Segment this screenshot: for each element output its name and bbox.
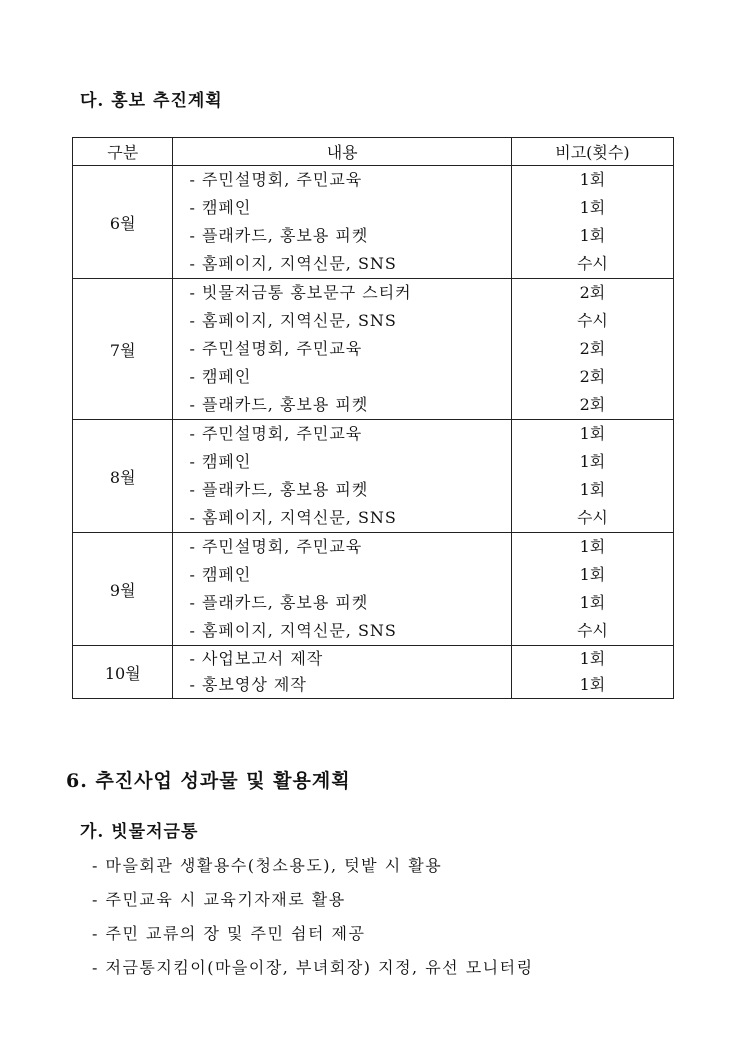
content-cell bbox=[173, 646, 511, 699]
note-line: 1회 bbox=[579, 565, 606, 584]
content-line: - 홈페이지, 지역신문, SNS bbox=[189, 254, 397, 273]
content-line: - 플래카드, 홍보용 피켓 bbox=[189, 480, 369, 499]
list-item: - 주민교육 시 교육기자재로 활용 bbox=[92, 890, 346, 909]
month-cell: 10월 bbox=[73, 646, 173, 699]
list-item: - 마을회관 생활용수(청소용도), 텃밭 시 활용 bbox=[92, 856, 443, 875]
note-line: 2회 bbox=[579, 283, 606, 302]
header-category: 구분 bbox=[73, 138, 173, 166]
note-line: 수시 bbox=[576, 254, 608, 273]
table-row bbox=[73, 533, 674, 646]
content-line: - 캠페인 bbox=[189, 452, 252, 471]
note-line: 2회 bbox=[579, 339, 606, 358]
bullet-list bbox=[92, 849, 534, 985]
note-line: 1회 bbox=[579, 226, 606, 245]
note-cell bbox=[511, 533, 673, 646]
content-line: - 홈페이지, 지역신문, SNS bbox=[189, 311, 397, 330]
table-header-row bbox=[73, 138, 674, 166]
content-line: - 캠페인 bbox=[189, 565, 252, 584]
table-row bbox=[73, 166, 674, 279]
promotion-plan-table bbox=[72, 137, 674, 699]
list-item: - 주민 교류의 장 및 주민 쉼터 제공 bbox=[92, 924, 366, 943]
header-content: 내용 bbox=[173, 138, 511, 166]
content-cell bbox=[173, 166, 511, 279]
note-line: 수시 bbox=[576, 311, 608, 330]
content-line: - 주민설명회, 주민교육 bbox=[189, 339, 363, 358]
list-item: - 저금통지킴이(마을이장, 부녀회장) 지정, 유선 모니터링 bbox=[92, 958, 534, 977]
note-line: 1회 bbox=[579, 424, 606, 443]
content-line: - 플래카드, 홍보용 피켓 bbox=[189, 226, 369, 245]
content-line: - 사업보고서 제작 bbox=[189, 649, 324, 668]
content-line: - 홈페이지, 지역신문, SNS bbox=[189, 621, 397, 640]
note-line: 1회 bbox=[579, 480, 606, 499]
section-6-title: 6. 추진사업 성과물 및 활용계획 bbox=[66, 770, 351, 792]
month-cell: 8월 bbox=[73, 420, 173, 533]
note-line: 수시 bbox=[576, 508, 608, 527]
content-line: - 캠페인 bbox=[189, 198, 252, 217]
note-line: 2회 bbox=[579, 395, 606, 414]
note-line: 1회 bbox=[579, 537, 606, 556]
table-row bbox=[73, 279, 674, 420]
note-line: 1회 bbox=[579, 198, 606, 217]
month-cell: 7월 bbox=[73, 279, 173, 420]
table-row bbox=[73, 646, 674, 699]
note-line: 수시 bbox=[576, 621, 608, 640]
note-cell bbox=[511, 646, 673, 699]
section-da-title: 다. 홍보 추진계획 bbox=[80, 91, 223, 111]
content-cell bbox=[173, 420, 511, 533]
note-cell bbox=[511, 420, 673, 533]
section-ga-title: 가. 빗물저금통 bbox=[80, 822, 199, 842]
month-cell: 6월 bbox=[73, 166, 173, 279]
month-cell: 9월 bbox=[73, 533, 173, 646]
note-line: 1회 bbox=[579, 649, 606, 668]
content-line: - 플래카드, 홍보용 피켓 bbox=[189, 593, 369, 612]
note-line: 1회 bbox=[579, 593, 606, 612]
content-line: - 주민설명회, 주민교육 bbox=[189, 170, 363, 189]
note-line: 2회 bbox=[579, 367, 606, 386]
note-line: 1회 bbox=[579, 170, 606, 189]
note-line: 1회 bbox=[579, 675, 606, 694]
content-cell bbox=[173, 533, 511, 646]
content-line: - 홈페이지, 지역신문, SNS bbox=[189, 508, 397, 527]
note-cell bbox=[511, 166, 673, 279]
header-note: 비고(횟수) bbox=[511, 138, 673, 166]
content-line: - 캠페인 bbox=[189, 367, 252, 386]
table-body bbox=[73, 166, 674, 699]
note-line: 1회 bbox=[579, 452, 606, 471]
content-line: - 주민설명회, 주민교육 bbox=[189, 537, 363, 556]
content-cell bbox=[173, 279, 511, 420]
note-cell bbox=[511, 279, 673, 420]
content-line: - 플래카드, 홍보용 피켓 bbox=[189, 395, 369, 414]
content-line: - 주민설명회, 주민교육 bbox=[189, 424, 363, 443]
content-line: - 빗물저금통 홍보문구 스티커 bbox=[189, 283, 412, 302]
content-line: - 홍보영상 제작 bbox=[189, 675, 307, 694]
table-row bbox=[73, 420, 674, 533]
